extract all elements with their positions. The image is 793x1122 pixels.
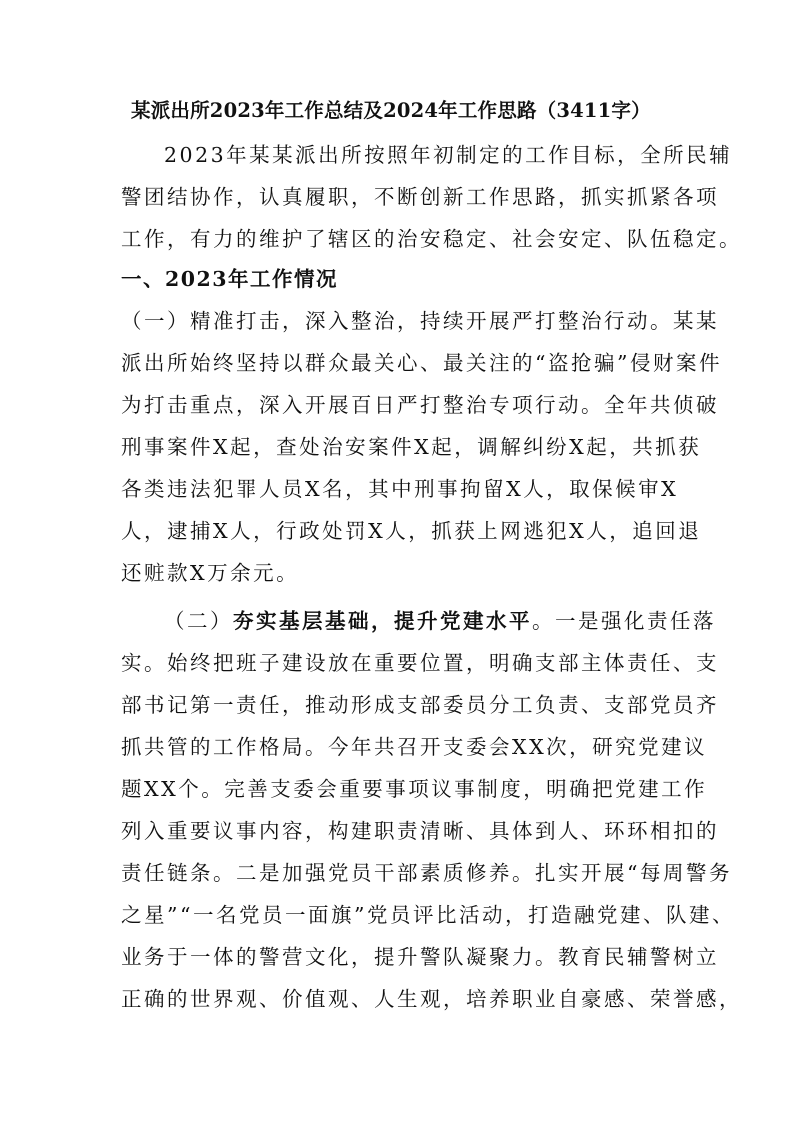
paragraph-line: 部书记第一责任，推动形成支部委员分工负责、支部党员齐 bbox=[121, 693, 719, 717]
paragraph-line: 还赃款X万余元。 bbox=[121, 561, 300, 585]
para2-bold-heading: 夯实基层基础，提升党建水平 bbox=[233, 609, 532, 633]
paragraph-line: 实。始终把班子建设放在重要位置，明确支部主体责任、支 bbox=[121, 651, 719, 675]
paragraph-line: 列入重要议事内容，构建职责清晰、具体到人、环环相扣的 bbox=[121, 819, 719, 843]
paragraph-line: 业务于一体的警营文化，提升警队凝聚力。教育民辅警树立 bbox=[121, 945, 719, 969]
paragraph-line: 为打击重点，深入开展百日严打整治专项行动。全年共侦破 bbox=[121, 393, 719, 417]
paragraph-line: 刑事案件X起，查处治安案件X起，调解纠纷X起，共抓获 bbox=[121, 435, 702, 459]
para2-suffix: 。一是强化责任落 bbox=[532, 609, 716, 633]
intro-line: 工作，有力的维护了辖区的治安稳定、社会安定、队伍稳定。 bbox=[121, 227, 742, 251]
paragraph-line: 抓共管的工作格局。今年共召开支委会XX次，研究党建议 bbox=[121, 735, 708, 759]
paragraph-line: （一）精准打击，深入整治，持续开展严打整治行动。某某 bbox=[121, 309, 719, 333]
para2-prefix: （二） bbox=[164, 609, 233, 633]
paragraph-line: 派出所始终坚持以群众最关心、最关注的“盗抢骗”侵财案件 bbox=[121, 351, 722, 375]
paragraph-line: 人，逮捕X人，行政处罚X人，抓获上网逃犯X人，追回退 bbox=[121, 519, 702, 543]
section-heading: 一、2023年工作情况 bbox=[121, 267, 339, 291]
paragraph-line: 题XX个。完善支委会重要事项议事制度，明确把党建工作 bbox=[121, 777, 708, 801]
paragraph-line: 责任链条。二是加强党员干部素质修养。扎实开展“每周警务 bbox=[121, 861, 732, 885]
document-title: 某派出所2023年工作总结及2024年工作思路（3411字） bbox=[131, 99, 651, 122]
paragraph-line: 各类违法犯罪人员X名，其中刑事拘留X人，取保候审X bbox=[121, 477, 679, 501]
paragraph-line: 之星”“一名党员一面旗”党员评比活动，打造融党建、队建、 bbox=[121, 903, 735, 927]
intro-line: 2023年某某派出所按照年初制定的工作目标，全所民辅 bbox=[164, 143, 733, 167]
paragraph-line bbox=[164, 606, 744, 636]
intro-line: 警团结协作，认真履职，不断创新工作思路，抓实抓紧各项 bbox=[121, 185, 719, 209]
paragraph-line: 正确的世界观、价值观、人生观，培养职业自豪感、荣誉感， bbox=[121, 987, 742, 1011]
